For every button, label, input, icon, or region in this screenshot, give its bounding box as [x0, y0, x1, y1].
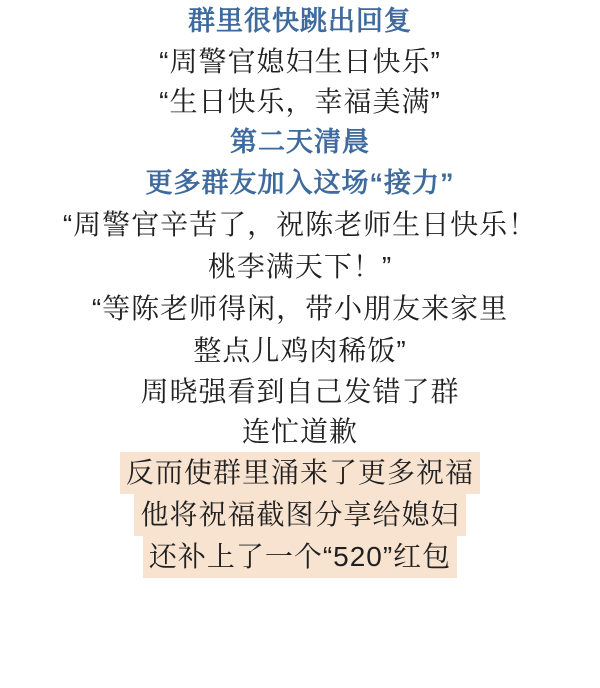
- section2-quote-line: 桃李满天下！”: [207, 251, 393, 282]
- section2-heading-line: 更多群友加入这场“接力”: [145, 168, 455, 198]
- section1-quote-line: “生日快乐，幸福美满”: [159, 86, 441, 117]
- section3-narration-line: 连忙道歉: [241, 416, 358, 447]
- section2-quote-line: 整点儿鸡肉稀饭”: [193, 335, 407, 366]
- section3-narration-line: 周晓强看到自己发错了群: [140, 376, 460, 407]
- section2-heading-line: 第二天清晨: [230, 127, 370, 157]
- highlighted-line: [0, 494, 600, 536]
- section2-quote-line: “周警官辛苦了，祝陈老师生日快乐！: [62, 209, 538, 240]
- section1-quote-line: “周警官媳妇生日快乐”: [159, 46, 441, 77]
- highlighted-line: [0, 536, 600, 578]
- highlight-text: 还补上了一个“520”红包: [143, 536, 457, 578]
- highlight-text: 他将祝福截图分享给媳妇: [134, 494, 465, 536]
- section1-heading: 群里很快跳出回复: [188, 6, 412, 36]
- highlighted-line: [0, 452, 600, 494]
- section2-quote-line: “等陈老师得闲，带小朋友来家里: [91, 293, 509, 324]
- highlight-text: 反而使群里涌来了更多祝福: [120, 452, 480, 494]
